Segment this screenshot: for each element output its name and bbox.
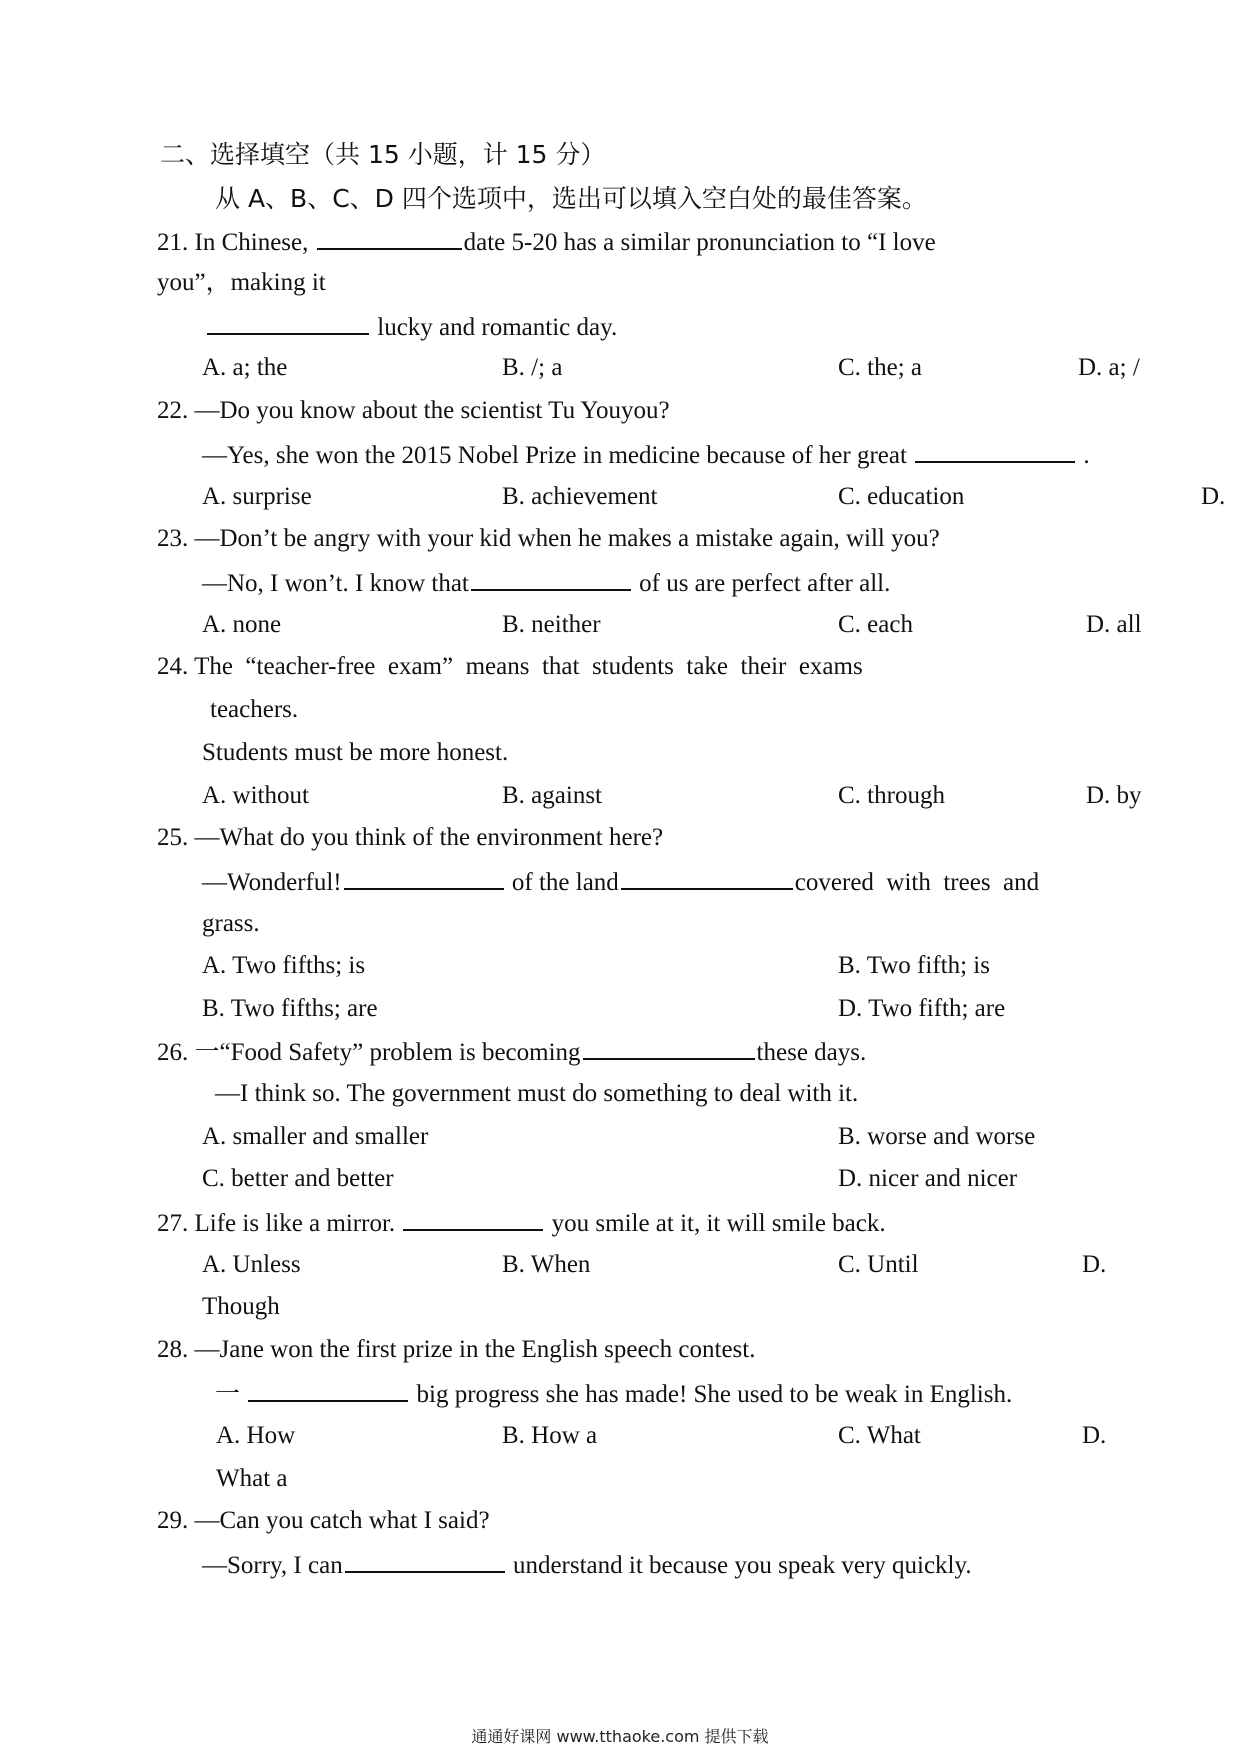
option-b[interactable]: B. How a xyxy=(502,1422,598,1449)
question-number: 26. xyxy=(157,1039,189,1066)
question-text: The “teacher-free exam” means that students take their exams xyxy=(194,653,863,680)
page-footer: 通通好课网 www.tthaoke.com 提供下载 xyxy=(471,1727,769,1746)
option-d[interactable]: D. a; / xyxy=(1078,354,1140,381)
option-a[interactable]: A. Two fifths; is xyxy=(202,952,366,979)
option-c[interactable]: C. education xyxy=(838,483,965,510)
option-d-text[interactable]: Though xyxy=(202,1293,280,1320)
question-24-line2: teachers. xyxy=(210,696,299,723)
question-text: you smile at it, it will smile back. xyxy=(551,1210,886,1237)
question-28-line2 xyxy=(215,1378,1012,1410)
question-text: —What do you think of the environment here? xyxy=(194,824,664,851)
option-a[interactable]: A. none xyxy=(202,611,282,638)
option-a[interactable]: A. without xyxy=(202,782,309,809)
answer-blank[interactable] xyxy=(345,1549,505,1573)
question-text: 一 xyxy=(215,1381,241,1408)
section-title: 二、选择填空（共 15 小题，计 15 分） xyxy=(160,140,606,169)
question-text: —Yes, she won the 2015 Nobel Prize in medicine because of her great xyxy=(202,442,907,469)
question-text: —No, I won’t. I know that xyxy=(202,570,469,597)
question-text: big progress she has made! She used to be weak in English. xyxy=(416,1381,1013,1408)
question-26-line1 xyxy=(157,1036,866,1068)
option-d[interactable]: D. xyxy=(1201,483,1226,510)
question-text: covered with trees and xyxy=(794,869,1040,896)
question-text: date 5-20 has a similar pronunciation to “I love xyxy=(463,229,936,256)
option-d[interactable]: D. xyxy=(1082,1251,1107,1278)
question-number: 21. xyxy=(157,229,189,256)
option-d[interactable]: D. xyxy=(1082,1422,1107,1449)
option-d[interactable]: D. Two fifth; are xyxy=(838,995,1006,1022)
answer-blank[interactable] xyxy=(403,1207,543,1231)
option-b[interactable]: B. neither xyxy=(502,611,601,638)
option-d[interactable]: D. by xyxy=(1086,782,1142,809)
option-d-text[interactable]: What a xyxy=(216,1465,288,1492)
question-22-line2 xyxy=(202,439,1090,471)
question-number: 28. xyxy=(157,1336,189,1363)
question-text: —Jane won the first prize in the English speech contest. xyxy=(194,1336,756,1363)
option-a[interactable]: A. How xyxy=(216,1422,296,1449)
question-text: of us are perfect after all. xyxy=(639,570,891,597)
question-24-line3: Students must be more honest. xyxy=(202,739,509,766)
question-number: 24. xyxy=(157,653,189,680)
question-number: 23. xyxy=(157,525,189,552)
question-number: 29. xyxy=(157,1507,189,1534)
question-text: . xyxy=(1083,442,1090,469)
question-25-line1 xyxy=(157,823,663,853)
option-a[interactable]: A. a; the xyxy=(202,354,288,381)
question-21-line2: you”，making it xyxy=(157,269,326,296)
question-22-line1 xyxy=(157,396,670,426)
question-text: these days. xyxy=(756,1039,867,1066)
question-text: —Sorry, I can xyxy=(202,1552,343,1579)
option-a[interactable]: A. Unless xyxy=(202,1251,301,1278)
section-instruction: 从 A、B、C、D 四个选项中，选出可以填入空白处的最佳答案。 xyxy=(215,184,927,213)
question-29-line2 xyxy=(202,1549,972,1581)
option-b[interactable]: B. achievement xyxy=(502,483,658,510)
question-26-line2: —I think so. The government must do something to deal with it. xyxy=(215,1080,859,1107)
answer-blank[interactable] xyxy=(317,226,462,250)
question-27-line1 xyxy=(157,1207,886,1239)
question-text: understand it because you speak very quickly. xyxy=(512,1552,972,1579)
option-c[interactable]: C. better and better xyxy=(202,1165,394,1192)
answer-blank[interactable] xyxy=(248,1378,408,1402)
question-text: —Don’t be angry with your kid when he makes a mistake again, will you? xyxy=(194,525,940,552)
question-24-line1 xyxy=(157,652,863,682)
answer-blank[interactable] xyxy=(621,866,793,890)
option-c[interactable]: C. What xyxy=(838,1422,921,1449)
question-23-line1 xyxy=(157,524,940,554)
question-21-line3 xyxy=(205,311,617,343)
answer-blank[interactable] xyxy=(583,1036,755,1060)
answer-blank[interactable] xyxy=(471,567,631,591)
question-text: of the land xyxy=(511,869,619,896)
question-number: 27. xyxy=(157,1210,189,1237)
question-25-line3: grass. xyxy=(202,910,260,937)
option-c[interactable]: B. Two fifths; are xyxy=(202,995,378,1022)
option-b[interactable]: B. When xyxy=(502,1251,591,1278)
question-29-line1 xyxy=(157,1506,490,1536)
question-text: —Can you catch what I said? xyxy=(194,1507,490,1534)
option-a[interactable]: A. smaller and smaller xyxy=(202,1123,429,1150)
question-28-line1 xyxy=(157,1335,755,1365)
answer-blank[interactable] xyxy=(344,866,504,890)
question-23-line2 xyxy=(202,567,890,599)
question-number: 25. xyxy=(157,824,189,851)
option-c[interactable]: C. Until xyxy=(838,1251,919,1278)
option-d[interactable]: D. nicer and nicer xyxy=(838,1165,1018,1192)
option-b[interactable]: B. /; a xyxy=(502,354,563,381)
question-25-line2 xyxy=(202,866,1039,898)
question-text: —Wonderful! xyxy=(202,869,342,896)
question-text: lucky and romantic day. xyxy=(377,314,618,341)
option-b[interactable]: B. worse and worse xyxy=(838,1123,1036,1150)
question-number: 22. xyxy=(157,397,189,424)
option-d[interactable]: D. all xyxy=(1086,611,1142,638)
answer-blank[interactable] xyxy=(207,311,369,335)
option-c[interactable]: C. through xyxy=(838,782,945,809)
option-b[interactable]: B. Two fifth; is xyxy=(838,952,990,979)
question-text: 一“Food Safety” problem is becoming xyxy=(194,1039,581,1066)
option-a[interactable]: A. surprise xyxy=(202,483,312,510)
option-c[interactable]: C. each xyxy=(838,611,913,638)
option-b[interactable]: B. against xyxy=(502,782,602,809)
option-c[interactable]: C. the; a xyxy=(838,354,923,381)
question-21-line1 xyxy=(157,226,936,258)
question-text: Life is like a mirror. xyxy=(194,1210,396,1237)
question-text: —Do you know about the scientist Tu Youyou? xyxy=(194,397,670,424)
question-text: In Chinese, xyxy=(194,229,309,256)
answer-blank[interactable] xyxy=(915,439,1075,463)
